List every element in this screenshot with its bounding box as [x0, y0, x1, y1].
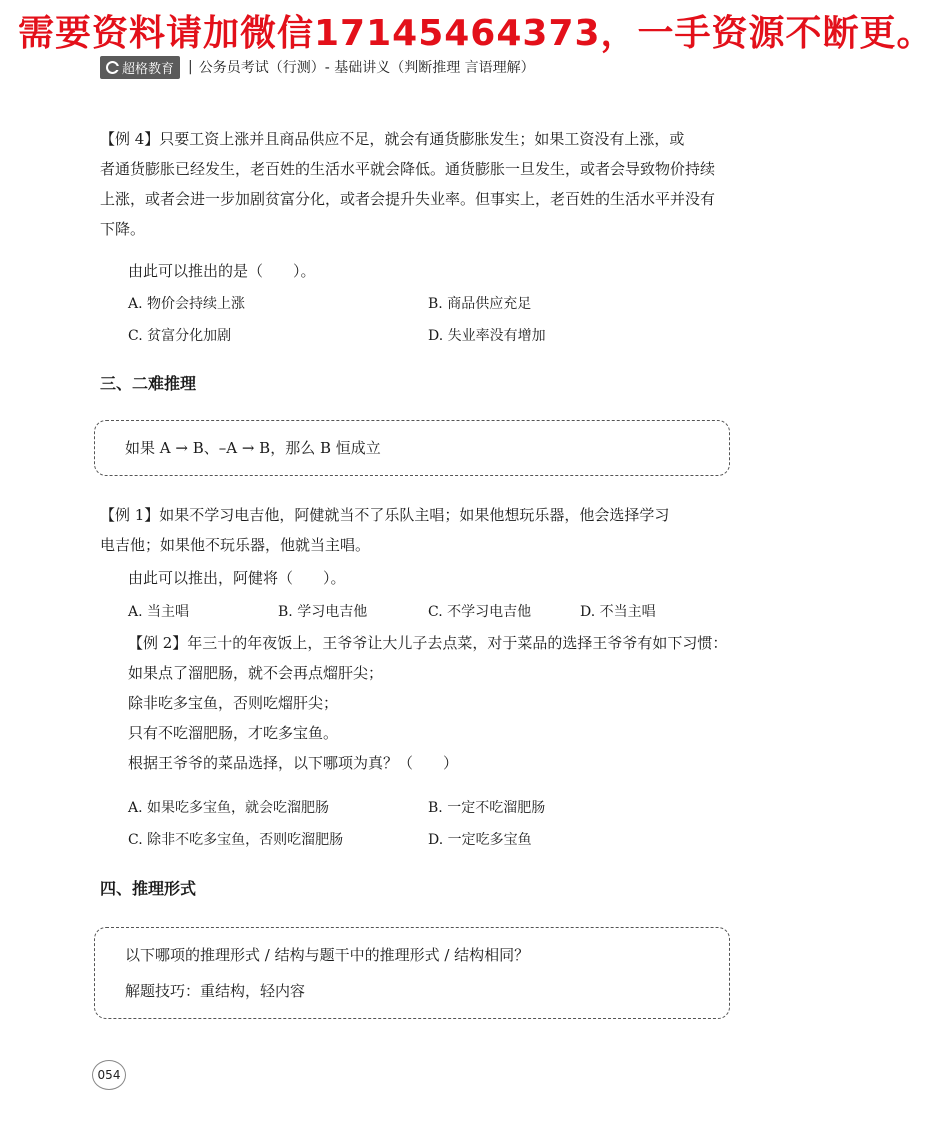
example2-option-a: A. 如果吃多宝鱼，就会吃溜肥肠	[128, 800, 330, 816]
section3-title: 三、二难推理	[100, 374, 197, 393]
example2-text	[128, 628, 748, 778]
example4-line: 者通货膨胀已经发生，老百姓的生活水平就会降低。通货膨胀一旦发生，或者会导致物价持续	[100, 160, 716, 178]
example2-line: 只有不吃溜肥肠，才吃多宝鱼。	[128, 724, 339, 742]
section4-title: 四、推理形式	[100, 879, 197, 898]
example2-line: 根据王爷爷的菜品选择，以下哪项为真？（ ）	[128, 754, 459, 772]
example4-line: 下降。	[100, 220, 146, 238]
example2-line: 【例 2】年三十的年夜饭上，王爷爷让大儿子去点菜，对于菜品的选择王爷爷有如下习惯：	[128, 634, 728, 652]
brand-logo	[100, 56, 180, 79]
promo-banner: 需要资料请加微信17145464373，一手资源不断更。	[18, 13, 934, 54]
logo-icon	[106, 61, 119, 74]
section4-box-line: 以下哪项的推理形式 / 结构与题干中的推理形式 / 结构相同？	[125, 946, 530, 964]
example4-option-d: D. 失业率没有增加	[428, 328, 546, 344]
example1-option-b: B. 学习电吉他	[278, 604, 368, 620]
header-title: 公务员考试（行测）- 基础讲义（判断推理 言语理解）	[198, 60, 535, 76]
example4-line: 【例 4】只要工资上涨并且商品供应不足，就会有通货膨胀发生；如果工资没有上涨，或	[100, 130, 685, 148]
example1-option-c: C. 不学习电吉他	[428, 604, 532, 620]
example1-option-a: A. 当主唱	[128, 604, 190, 620]
example4-line: 上涨，或者会进一步加剧贫富分化，或者会提升失业率。但事实上，老百姓的生活水平并没有	[100, 190, 716, 208]
example2-line: 除非吃多宝鱼，否则吃熘肝尖；	[128, 694, 339, 712]
example1-question: 由此可以推出，阿健将（ ）。	[128, 569, 346, 587]
example1-line: 电吉他；如果他不玩乐器，他就当主唱。	[100, 536, 371, 554]
example4-option-b: B. 商品供应充足	[428, 296, 532, 312]
example4-text	[100, 124, 740, 244]
example4-question: 由此可以推出的是（ ）。	[128, 262, 316, 280]
example2-line: 如果点了溜肥肠，就不会再点熘肝尖；	[128, 664, 384, 682]
example2-option-c: C. 除非不吃多宝鱼，否则吃溜肥肠	[128, 832, 344, 848]
logo-text: 超格教育	[122, 61, 175, 77]
header-separator: |	[188, 59, 193, 75]
section3-rule-text: 如果 A → B、–A → B，那么 B 恒成立	[125, 439, 381, 457]
page-header	[100, 54, 535, 80]
example2-option-b: B. 一定不吃溜肥肠	[428, 800, 546, 816]
example2-option-d: D. 一定吃多宝鱼	[428, 832, 532, 848]
example1-text	[100, 500, 740, 560]
section3-rule-box	[94, 420, 730, 476]
example1-option-d: D. 不当主唱	[580, 604, 656, 620]
section4-box-line: 解题技巧：重结构，轻内容	[125, 982, 306, 1000]
example1-line: 【例 1】如果不学习电吉他，阿健就当不了乐队主唱；如果他想玩乐器，他会选择学习	[100, 506, 670, 524]
example4-option-c: C. 贫富分化加剧	[128, 328, 232, 344]
section4-tip-box	[94, 927, 730, 1019]
page-number: 054	[92, 1060, 126, 1090]
example4-option-a: A. 物价会持续上涨	[128, 296, 246, 312]
